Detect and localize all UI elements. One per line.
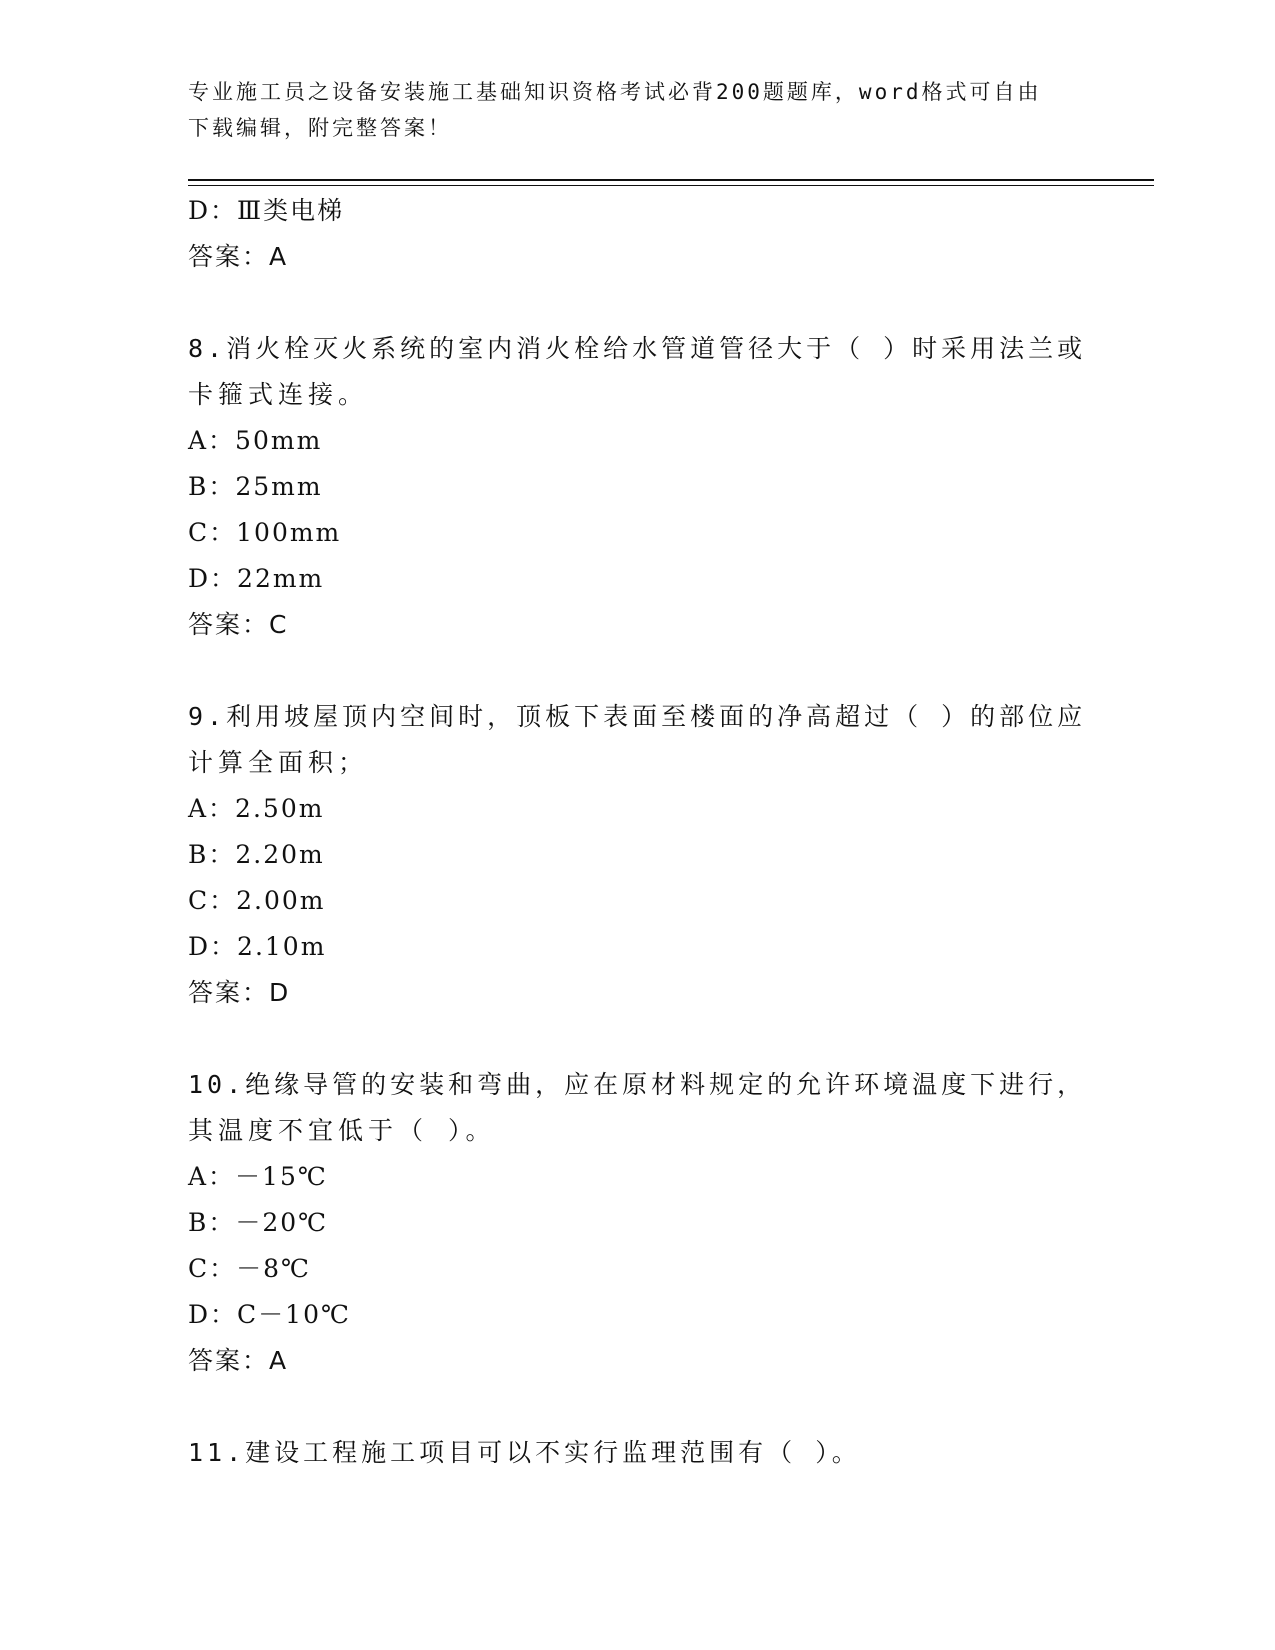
question-text: 9.利用坡屋顶内空间时，顶板下表面至楼面的净高超过（ ）的部位应 <box>188 702 1087 731</box>
option-b: B：2.20m <box>188 840 325 869</box>
question-block <box>188 1062 1088 1384</box>
answer-line: 答案：D <box>188 978 291 1007</box>
question-text-continued: 其温度不宜低于（ ）。 <box>188 1116 496 1145</box>
option-a: A：2.50m <box>188 794 325 823</box>
option-c: C：2.00m <box>188 886 326 915</box>
option-d: D：Ⅲ类电梯 <box>188 196 345 225</box>
answer-line: 答案：A <box>188 242 289 271</box>
option-c: C：－8℃ <box>188 1254 312 1283</box>
option-a: A：－15℃ <box>188 1162 328 1191</box>
option-b: B：25mm <box>188 472 323 501</box>
question-block <box>188 1430 1088 1476</box>
question-text: 10.绝缘导管的安装和弯曲，应在原材料规定的允许环境温度下进行， <box>188 1070 1087 1099</box>
header-line-1: 专业施工员之设备安装施工基础知识资格考试必背200题题库，word格式可自由 <box>188 80 1042 104</box>
option-a: A：50mm <box>188 426 323 455</box>
option-d: D：C－10℃ <box>188 1300 351 1329</box>
document-header <box>188 74 1088 146</box>
header-rule-thick <box>188 179 1154 181</box>
question-content <box>188 188 1088 1476</box>
option-c: C：100mm <box>188 518 342 547</box>
question-text: 11.建设工程施工项目可以不实行监理范围有（ ）。 <box>188 1438 861 1467</box>
option-b: B：－20℃ <box>188 1208 329 1237</box>
header-rule-thin <box>188 185 1154 186</box>
answer-line: 答案：C <box>188 610 289 639</box>
answer-line: 答案：A <box>188 1346 289 1375</box>
question-block <box>188 694 1088 1016</box>
question-text: 8.消火栓灭火系统的室内消火栓给水管道管径大于（ ）时采用法兰或 <box>188 334 1087 363</box>
question-block <box>188 326 1088 648</box>
option-d: D：2.10m <box>188 932 327 961</box>
question-text-continued: 卡箍式连接。 <box>188 380 369 409</box>
header-line-2: 下载编辑，附完整答案！ <box>188 116 452 140</box>
question-text-continued: 计算全面积； <box>188 748 369 777</box>
option-d: D：22mm <box>188 564 325 593</box>
